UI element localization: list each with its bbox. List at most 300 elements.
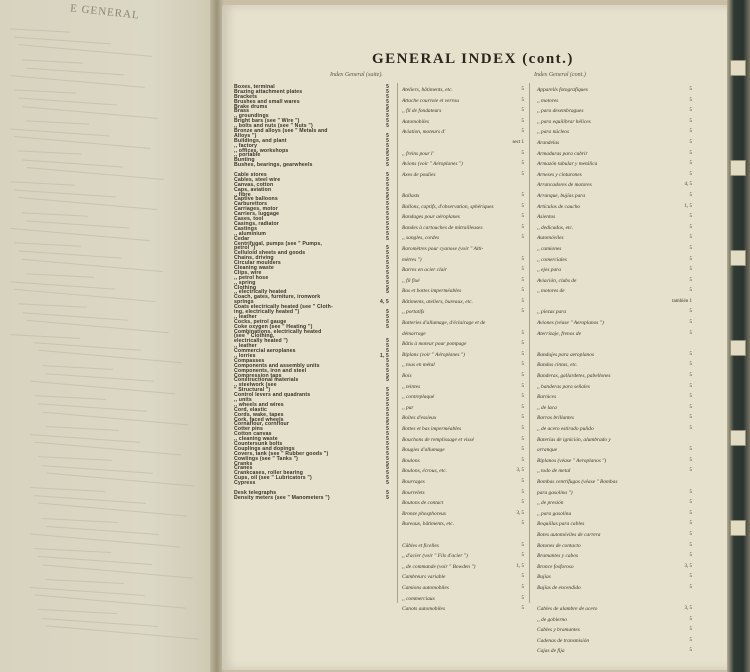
index-entry-term: Bright bars (see " Wire ") xyxy=(234,118,300,125)
ghost-line xyxy=(38,556,152,565)
index-entry-page: 5 xyxy=(386,489,389,496)
index-entry xyxy=(537,604,692,615)
index-entry-term: Cleaning waste xyxy=(234,264,274,271)
index-entry-term: Cables y bramantes xyxy=(537,627,580,634)
ghost-line xyxy=(14,242,81,247)
index-entry-page: 5 xyxy=(386,377,389,384)
index-entry xyxy=(402,149,524,160)
index-entry-page: 5 xyxy=(386,308,389,315)
index-entry-term: " Structural ") xyxy=(234,387,271,394)
index-entry-page: sect 1 xyxy=(512,139,524,145)
index-entry-term: ,, petrol hose xyxy=(234,274,269,281)
index-entry-term: Casings, radiator xyxy=(234,220,279,227)
index-entry-term: ,, groundings xyxy=(234,113,269,120)
index-entry-page: 5 xyxy=(386,348,389,355)
index-entry-term: Cords, wake, tapes xyxy=(234,411,284,418)
index-entry-page: 5 xyxy=(386,436,389,443)
index-entry-page: 5 xyxy=(386,318,389,325)
ghost-line xyxy=(38,609,117,614)
ghost-line xyxy=(34,442,181,456)
index-entry xyxy=(402,223,524,234)
index-entry-term: Aviación, clubs de xyxy=(537,277,577,284)
index-entry xyxy=(402,604,524,615)
index-entry xyxy=(402,286,524,297)
index-entry xyxy=(537,244,692,255)
index-entry-page: 5 xyxy=(521,309,524,315)
index-entry-term: Camions automobiles xyxy=(402,584,449,591)
index-entry-page: 5 xyxy=(689,161,692,167)
index-entry-term: ,, commerciaux xyxy=(402,595,435,602)
index-entry-page: 4, 5 xyxy=(684,182,692,188)
index-entry xyxy=(402,297,524,308)
index-entry-page: 5 xyxy=(386,460,389,467)
ghost-line xyxy=(38,503,187,517)
index-entry-term: Baterías de ignición, alumbrado y xyxy=(537,436,611,443)
index-entry-term: Brass xyxy=(234,108,250,115)
index-entry-page: 5 xyxy=(689,150,692,156)
index-entry-page: 5 xyxy=(521,404,524,410)
index-entry-term: Bottes et bas imperméables xyxy=(402,426,462,432)
ghost-line xyxy=(46,526,159,535)
index-entry-term: ,, teintes xyxy=(402,383,421,390)
index-entry-term: Carburettors xyxy=(234,201,268,208)
index-entry-page: 5 xyxy=(521,584,524,590)
index-entry xyxy=(402,583,524,594)
index-entry-page: 5 xyxy=(386,357,389,364)
index-entry xyxy=(537,106,692,117)
index-entry-page: 5 xyxy=(689,616,692,622)
index-entry xyxy=(537,509,692,520)
ghost-line xyxy=(10,75,145,88)
ghost-line xyxy=(26,273,94,278)
index-entry xyxy=(537,572,692,583)
index-entry-term: Cables, steel wire xyxy=(234,176,281,183)
index-entry xyxy=(537,350,692,361)
ghost-line xyxy=(38,404,147,413)
index-entry-term: Covers, tank (see " Rubber goods ") xyxy=(234,450,329,457)
index-entry-term: ,, wheels and wires xyxy=(234,401,284,408)
index-entry-page: 5 xyxy=(689,214,692,220)
index-entry-term: Barras brillantes xyxy=(537,415,574,422)
index-entry-page: 5 xyxy=(521,288,524,294)
index-entry xyxy=(537,392,692,403)
index-entry-page: 5 xyxy=(386,118,389,125)
index-entry xyxy=(402,159,524,170)
index-entry xyxy=(537,265,692,276)
index-entry-term: ,, lorries xyxy=(234,352,256,359)
index-entry-page: 5 xyxy=(386,142,389,149)
index-entry-term: springs xyxy=(234,299,254,306)
index-entry-term: Armazón tubular y metálica xyxy=(537,161,598,168)
index-entry-page: 5 xyxy=(386,465,389,472)
index-entry-term: Cornaflour, cornflour xyxy=(234,421,290,428)
index-entry-page: 5 xyxy=(521,341,524,347)
index-entry-term: mètres ") xyxy=(402,256,422,263)
ghost-line xyxy=(46,579,124,584)
index-entry-page: 5 xyxy=(689,531,692,537)
index-entry-term: Cocks, petrol gauge xyxy=(234,318,287,325)
index-entry-page: 5 xyxy=(689,542,692,548)
index-entry xyxy=(234,163,389,168)
index-entry-term: Bouchons de remplissage et vissé xyxy=(402,436,474,443)
index-entry-page: 5 xyxy=(689,129,692,135)
index-entry-term: Desk telegraphs xyxy=(234,489,277,496)
index-entry-page: 5 xyxy=(386,147,389,154)
index-entry-term: Brushes and small wares xyxy=(234,98,300,105)
index-entry xyxy=(402,519,524,530)
index-entry-page: 5 xyxy=(386,338,389,345)
index-entry-term: Caps, aviation xyxy=(234,186,272,193)
index-entry-term: ,, comerciales xyxy=(537,256,567,263)
index-entry-term: Attache courroie et verrou xyxy=(402,97,459,104)
index-entry-term: ,, offices, workshops xyxy=(234,147,289,154)
index-entry-term: Countersunk bolts xyxy=(234,441,283,448)
thumb-tab[interactable] xyxy=(730,340,746,356)
ghost-line xyxy=(42,518,118,523)
index-entry-term: Asientos xyxy=(537,214,556,221)
index-entry-term: ,, tous en métal xyxy=(402,362,435,369)
index-entry-page: 5 xyxy=(521,298,524,304)
index-entry-term: ,, camiones xyxy=(537,245,562,252)
index-entry-term: Bandas cintas, etc. xyxy=(537,362,578,369)
index-entry-page: 5 xyxy=(689,574,692,580)
index-entry-term: Bourrelets xyxy=(402,489,425,496)
index-entry xyxy=(402,265,524,276)
index-entry-term: Castings xyxy=(234,225,258,232)
index-entry xyxy=(537,286,692,297)
index-entry-term: Bâtiments, ateliers, bureaux, etc. xyxy=(402,298,473,305)
index-entry-page: 5 xyxy=(386,279,389,286)
index-entry-page: 5 xyxy=(521,383,524,389)
index-entry-term: ,, steelwork (see xyxy=(234,382,277,389)
index-entry-term: Boxes, terminal xyxy=(234,84,275,90)
index-entry xyxy=(402,498,524,509)
ghost-line xyxy=(26,220,129,228)
index-entry-page: 5 xyxy=(521,351,524,357)
ghost-line xyxy=(10,281,115,289)
index-entry-term: Bourrages xyxy=(402,478,425,485)
index-entry-term: Canvas, cotton xyxy=(234,181,274,188)
index-entry xyxy=(402,276,524,287)
index-entry-page: 5 xyxy=(689,192,692,198)
index-entry xyxy=(537,159,692,170)
left-page-ghost-title: E GENERAL xyxy=(69,2,141,22)
index-entry-term: Circular moulders xyxy=(234,260,281,267)
ghost-line xyxy=(42,365,113,370)
index-entry-term: Chains, driving xyxy=(234,255,274,262)
index-entry-page: 5 xyxy=(386,431,389,438)
ghost-line xyxy=(10,181,75,185)
index-gap xyxy=(402,530,524,541)
ghost-line xyxy=(26,320,169,333)
index-entry xyxy=(537,424,692,435)
ghost-line xyxy=(10,334,80,339)
index-entry-term: ,, para equilibrar hélices xyxy=(537,118,591,125)
index-entry-term: Ballons, captifs, d'observation, sphériques xyxy=(402,203,494,210)
index-entry-term: Alloys ") xyxy=(234,132,257,139)
index-entry xyxy=(402,424,524,435)
index-entry xyxy=(537,117,692,128)
index-entry-page: 5 xyxy=(386,162,389,169)
index-entry-page: 5 xyxy=(386,372,389,379)
index-entry xyxy=(537,297,692,308)
index-entry-term: ,, electrically heated xyxy=(234,289,287,296)
index-entry-page: 5 xyxy=(386,245,389,252)
ghost-line xyxy=(18,45,152,58)
index-entry-term: Banderas, gallardetes, pabellones xyxy=(537,373,611,380)
index-entry-term: Density meters (see " Manometers ") xyxy=(234,494,330,501)
index-entry-page: 5 xyxy=(386,206,389,213)
index-entry-page: 5 xyxy=(386,220,389,227)
index-entry-page: 5 xyxy=(386,93,389,100)
index-entry-term: Bandajes para aeroplanos xyxy=(537,351,594,358)
index-entry xyxy=(402,202,524,213)
index-entry-page: 5 xyxy=(386,367,389,374)
index-entry xyxy=(537,318,692,329)
index-entry xyxy=(537,625,692,636)
index-entry-term: Constructional materials xyxy=(234,377,299,384)
index-entry-page: 3, 5 xyxy=(684,606,692,612)
index-entry-term: ing, electrically heated ") xyxy=(234,308,300,315)
index-entry xyxy=(402,339,524,350)
index-entry xyxy=(402,106,524,117)
index-entry-page: 5 xyxy=(386,401,389,408)
index-entry-term: Cases, tool xyxy=(234,216,264,223)
index-entry xyxy=(402,445,524,456)
page-edge-tabs xyxy=(727,0,750,672)
index-entry-page: también 1 xyxy=(672,298,692,304)
index-entry-term: para gasolina ") xyxy=(537,489,573,496)
ghost-line xyxy=(26,167,164,180)
index-entry-term: Boulons, écrous, etc. xyxy=(402,468,447,475)
index-entry-page: 5 xyxy=(386,362,389,369)
ghost-line xyxy=(30,434,140,443)
index-entry-page: 5 xyxy=(386,411,389,418)
index-entry xyxy=(537,403,692,414)
thumb-tab[interactable] xyxy=(730,520,746,536)
index-entry-term: Barres en acier clair xyxy=(402,267,447,274)
thumb-tab[interactable] xyxy=(730,60,746,76)
index-entry xyxy=(402,117,524,128)
index-entry xyxy=(537,191,692,202)
index-entry-term: ,, portable xyxy=(234,152,261,159)
index-entry-page: 5 xyxy=(386,416,389,423)
index-entry-term: Clothing xyxy=(234,284,257,291)
index-entry-page: 5 xyxy=(689,171,692,177)
index-entry xyxy=(402,594,524,605)
index-entry-page: 4, 5 xyxy=(380,299,389,306)
index-entry-page: 5 xyxy=(521,161,524,167)
ghost-line xyxy=(22,59,83,63)
index-entry-page: 5 xyxy=(521,87,524,92)
index-entry-page: 5 xyxy=(689,108,692,114)
index-entry xyxy=(537,149,692,160)
index-entry-term: Ballasts xyxy=(402,192,420,199)
ghost-line xyxy=(46,472,194,486)
index-entry-page: 5 xyxy=(386,230,389,237)
index-entry-term: ,, para núcleos xyxy=(537,129,570,136)
index-entry xyxy=(402,371,524,382)
index-entry-term: Câbles et ficelles xyxy=(402,542,439,549)
index-entry-term: ,, pur xyxy=(402,404,414,411)
index-entry-page: 5 xyxy=(521,362,524,368)
index-entry-page: 5 xyxy=(689,118,692,124)
index-entry-term: Bandes à cartouches de mitrailleuses xyxy=(402,224,483,231)
index-entry-term: Cups, oil (see " Lubricators ") xyxy=(234,475,312,482)
ghost-line xyxy=(22,159,123,167)
ghost-line xyxy=(42,618,158,627)
index-entry-term: Cotton canvas xyxy=(234,431,272,438)
index-entry-term: Components, iron and steel xyxy=(234,367,307,374)
index-entry-page: 5 xyxy=(689,320,692,326)
index-entry-page: 5 xyxy=(386,137,389,144)
index-entry-term: arranque xyxy=(537,447,558,454)
index-entry-page: 5 xyxy=(386,132,389,139)
index-entry xyxy=(402,572,524,583)
index-entry-page: 5 xyxy=(386,274,389,281)
index-entry-term: Coke oxygen (see " Heating ") xyxy=(234,323,313,330)
index-entry-page: 5 xyxy=(386,264,389,271)
index-entry-page: 5 xyxy=(386,392,389,399)
index-entry-page: 5 xyxy=(689,277,692,283)
index-entry-page: 5 xyxy=(386,406,389,413)
index-entry-term: ,, bolts and nuts (see " Nuts ") xyxy=(234,123,313,130)
index-entry xyxy=(402,541,524,552)
index-entry xyxy=(537,85,692,96)
ghost-line xyxy=(26,120,89,124)
index-entry-term: ,, de presión xyxy=(537,500,564,507)
index-entry-page: 5 xyxy=(386,186,389,193)
index-entry-page: 5 xyxy=(689,404,692,410)
index-entry-page: 5 xyxy=(689,648,692,654)
index-entry-term: ,, de laca xyxy=(537,404,557,411)
index-entry-page: 5 xyxy=(689,584,692,590)
index-entry-page: 5 xyxy=(386,235,389,242)
ghost-line xyxy=(10,129,110,137)
index-entry-page: 5 xyxy=(689,139,692,145)
ghost-line xyxy=(26,67,124,75)
index-entry xyxy=(537,530,692,541)
index-entry xyxy=(402,488,524,499)
column-rule xyxy=(529,83,530,603)
index-entry xyxy=(402,170,524,181)
index-entry-term: Bronce fosforoso xyxy=(537,563,574,570)
ghost-line xyxy=(10,228,150,241)
index-entry-term: Couplings and dopings xyxy=(234,445,295,452)
ghost-line xyxy=(42,564,193,578)
index-entry-page: 5 xyxy=(386,289,389,296)
index-entry xyxy=(402,562,524,573)
index-entry-page: 5 xyxy=(689,245,692,251)
index-column-english xyxy=(234,85,389,501)
index-entry-page: 5 xyxy=(521,203,524,209)
index-entry-page: 5 xyxy=(521,277,524,283)
index-entry-term: Cadenas de transmisión xyxy=(537,637,590,644)
index-entry-page: 5 xyxy=(386,343,389,350)
index-entry-term: Boulons xyxy=(402,457,420,464)
index-entry xyxy=(402,413,524,424)
index-entry-term: ,, de gobierno xyxy=(537,616,567,623)
index-column-spanish xyxy=(537,85,692,657)
index-entry-page: 5 xyxy=(386,123,389,130)
index-entry-term: ,, aluminium xyxy=(234,230,267,237)
ghost-line xyxy=(22,106,158,119)
index-entry-page: 5 xyxy=(386,196,389,203)
index-entry-page: 5 xyxy=(689,447,692,453)
index-entry-page: 5 xyxy=(386,475,389,482)
index-entry xyxy=(402,477,524,488)
index-entry xyxy=(537,435,692,446)
index-entry-page: 5 xyxy=(521,330,524,336)
index-entry-term: electrically heated ") xyxy=(234,338,288,345)
index-entry-term: ,, d'acier (voir " Fils d'acier ") xyxy=(402,553,468,560)
index-entry-term: Carriers, luggage xyxy=(234,211,280,218)
ghost-line xyxy=(30,381,175,395)
index-entry-term: Boutons de contact xyxy=(402,500,444,507)
index-entry xyxy=(402,360,524,371)
index-entry-page: 5 xyxy=(689,500,692,506)
index-entry xyxy=(537,276,692,287)
thumb-tab[interactable] xyxy=(730,430,746,446)
thumb-tab[interactable] xyxy=(730,160,746,176)
index-entry-term: ,, cleaning waste xyxy=(234,436,278,443)
index-entry-page: 5 xyxy=(689,330,692,336)
index-entry xyxy=(402,191,524,202)
index-entry-term: ,, spring xyxy=(234,279,256,286)
index-entry xyxy=(537,212,692,223)
index-entry-page: 5 xyxy=(689,309,692,315)
thumb-tab[interactable] xyxy=(730,250,746,266)
index-entry-term: (see " Clothing, xyxy=(234,333,275,340)
index-entry-term: ,, de acero estirado pulido xyxy=(537,426,594,432)
index-entry-page: 5 xyxy=(386,269,389,276)
index-entry-page: 5 xyxy=(689,627,692,633)
index-entry-term: Batteries d'allumage, d'éclairage et de xyxy=(402,320,486,327)
index-entry-page: 5 xyxy=(689,637,692,643)
index-entry xyxy=(537,519,692,530)
index-entry xyxy=(402,318,524,329)
index-entry-page: 5 xyxy=(386,157,389,164)
index-entry-page: 5 xyxy=(386,426,389,433)
index-entry-term: Aterrizaje, frenos de xyxy=(537,330,581,337)
index-entry xyxy=(402,551,524,562)
index-entry-page: 5 xyxy=(386,216,389,223)
index-entry-term: Coats electrically heated (see " Cloth- xyxy=(234,304,333,311)
index-entry xyxy=(234,481,389,486)
index-entry-page: 1, 5 xyxy=(380,352,389,359)
index-page xyxy=(222,5,730,670)
index-entry-page: 5 xyxy=(689,510,692,516)
index-entry xyxy=(537,551,692,562)
index-entry-page: 5 xyxy=(521,415,524,421)
index-entry-page: 3, 5 xyxy=(516,510,524,516)
index-entry-term: ,, motores de xyxy=(537,288,565,295)
index-entry xyxy=(234,496,389,501)
index-entry-term: Canots automobiles xyxy=(402,606,445,613)
index-entry xyxy=(537,636,692,647)
index-entry-page: 5 xyxy=(689,351,692,357)
index-entry xyxy=(402,138,524,149)
index-entry-page: 5 xyxy=(689,362,692,368)
index-entry xyxy=(537,456,692,467)
index-entry-page: 5 xyxy=(521,97,524,103)
page-title: GENERAL INDEX (cont.) xyxy=(372,51,574,67)
index-entry xyxy=(537,583,692,594)
index-entry-page: 5 xyxy=(386,313,389,320)
ghost-line xyxy=(14,37,111,45)
index-entry xyxy=(537,413,692,424)
index-entry-page: 5 xyxy=(521,500,524,506)
